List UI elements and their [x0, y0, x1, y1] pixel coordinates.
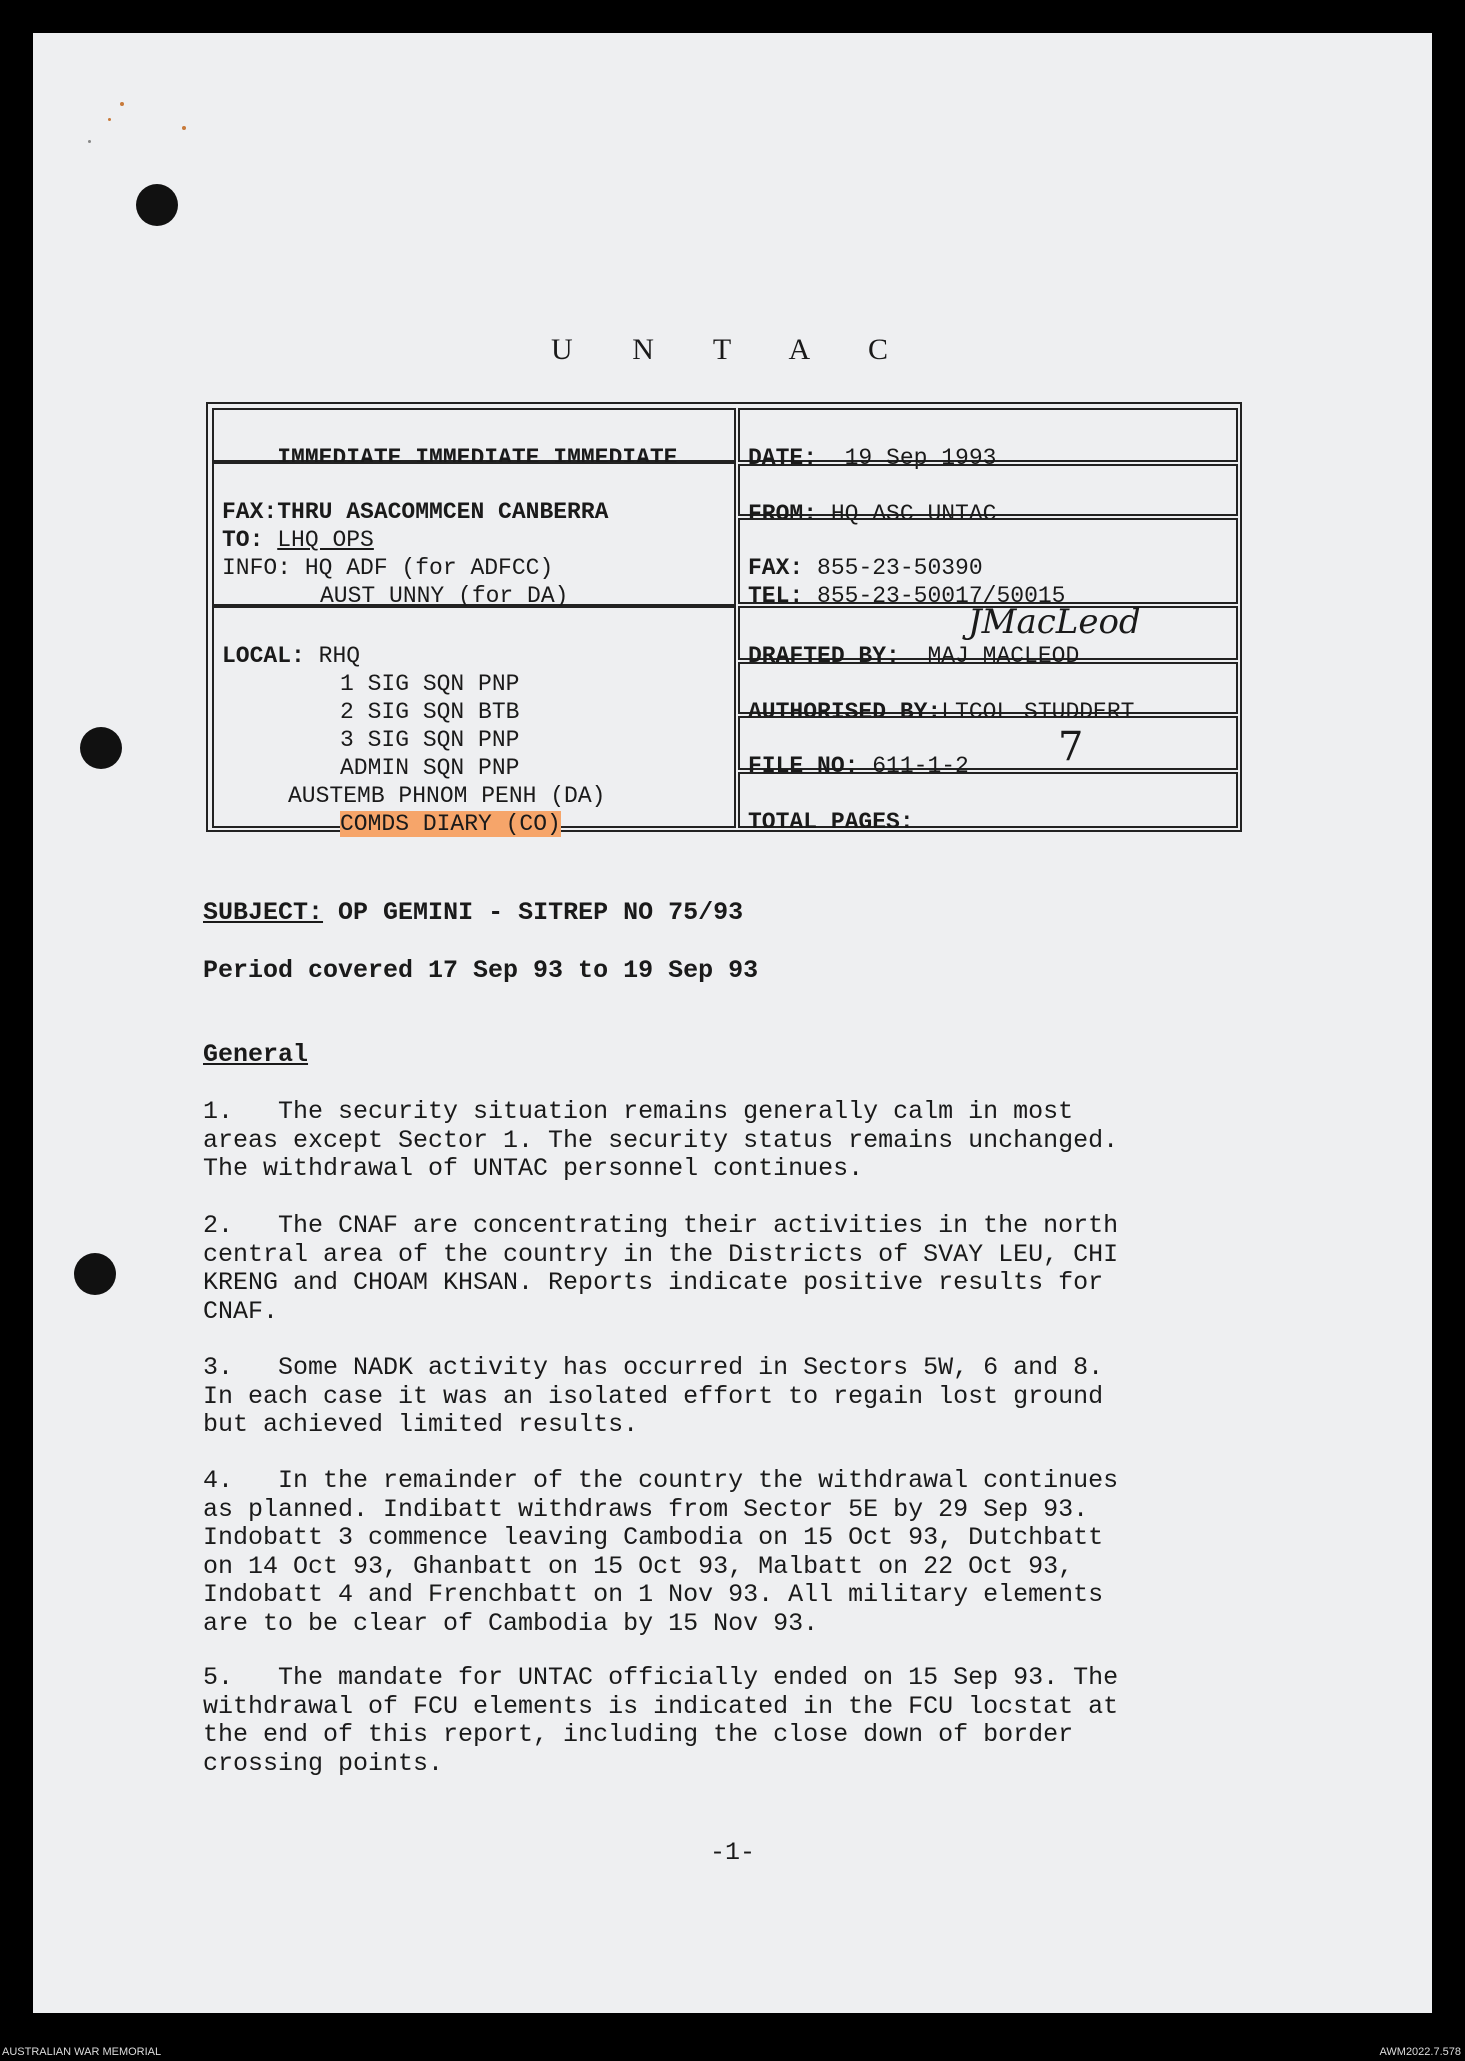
from-label: FROM:	[748, 501, 818, 527]
footer-archive-name: AUSTRALIAN WAR MEMORIAL	[2, 2046, 162, 2058]
file-label: FILE NO:	[748, 753, 859, 779]
info-line-2: AUST UNNY (for DA)	[320, 583, 569, 609]
local-item: 1 SIG SQN PNP	[340, 671, 520, 697]
date-label: DATE:	[748, 445, 818, 471]
fax-label: FAX:	[748, 555, 804, 581]
paragraph-4: 4. In the remainder of the country the withdrawal continues as planned. Indibatt withdraws from Sector 5E by 29 Sep 93. Indobatt 3 commence leaving Cambodia on 15 Oct 93, Dutchbatt on 14 Oct 93, Ghanbatt on 15 Oct 93, Malbatt on 22 Oct 93, Indobatt 4 and Frenchbatt on 1 Nov 93. All military elements are to be clear of Cambodia by 15 Nov 93.	[203, 1466, 1119, 1638]
document-heading: U N T A C	[551, 333, 914, 366]
paragraph-5: 5. The mandate for UNTAC officially ended on 15 Sep 93. The withdrawal of FCU elements is indicated in the FCU locstat at the end of this report, including the close down of border crossing points.	[203, 1663, 1119, 1778]
tel-value: 855-23-50017/50015	[817, 583, 1066, 609]
date-value: 19 Sep 1993	[844, 445, 997, 471]
local-item-highlighted: COMDS DIARY (CO)	[340, 811, 561, 837]
fax-tel-cell	[738, 518, 1238, 609]
from-cell	[738, 464, 1238, 527]
paper-mark	[88, 140, 91, 143]
subject-line	[203, 899, 1263, 928]
paragraph-2: 2. The CNAF are concentrating their activities in the north central area of the country in the Districts of SVAY LEU, CHI KRENG and CHOAM KHSAN. Reports indicate positive results for CNAF.	[203, 1211, 1119, 1326]
local-item: 3 SIG SQN PNP	[340, 727, 520, 753]
drafted-value: MAJ MACLEOD	[927, 643, 1080, 669]
drafted-signature: JMacLeod	[968, 602, 1141, 642]
section-heading: General	[203, 1040, 309, 1069]
authorised-cell	[738, 662, 1238, 725]
local-item: ADMIN SQN PNP	[340, 755, 520, 781]
to-value: LHQ OPS	[277, 527, 374, 553]
precedence-cell	[212, 408, 736, 471]
paper-mark	[108, 118, 111, 121]
fax-thru: FAX:THRU ASACOMMCEN CANBERRA	[222, 499, 609, 525]
punch-hole-middle	[80, 727, 122, 769]
period-covered: Period covered 17 Sep 93 to 19 Sep 93	[203, 956, 759, 985]
local-label: LOCAL:	[222, 643, 305, 669]
paragraph-1: 1. The security situation remains generally calm in most areas except Sector 1. The security status remains unchanged. The withdrawal of UNTAC personnel continues.	[203, 1097, 1119, 1183]
authorised-label: AUTHORISED BY:	[748, 699, 942, 725]
addressee-cell	[212, 462, 736, 609]
message-header-box	[206, 402, 1242, 837]
to-label: TO:	[222, 527, 264, 553]
file-cell	[738, 716, 1238, 779]
date-cell	[738, 408, 1238, 471]
total-pages-cell	[738, 772, 1238, 835]
local-item: RHQ	[318, 643, 361, 669]
paper-mark	[182, 126, 186, 130]
fax-value: 855-23-50390	[817, 555, 983, 581]
total-pages-label: TOTAL PAGES:	[748, 809, 914, 835]
subject-value: OP GEMINI - SITREP NO 75/93	[338, 898, 744, 927]
tel-label: TEL:	[748, 583, 804, 609]
precedence: IMMEDIATE IMMEDIATE IMMEDIATE	[277, 445, 678, 471]
punch-hole-top	[136, 184, 178, 226]
subject-label: SUBJECT:	[203, 898, 324, 927]
authorised-value: LTCOL STUDDERT	[941, 699, 1135, 725]
punch-hole-bottom	[74, 1253, 116, 1295]
file-value: 611-1-2	[872, 753, 969, 779]
footer-item-number: AWM2022.7.578	[1379, 2046, 1461, 2058]
paper-mark	[120, 102, 124, 106]
file-handwritten-number: 7	[1058, 724, 1084, 770]
from-value: HQ ASC UNTAC	[830, 501, 997, 527]
page-number: -1-	[709, 1838, 755, 1867]
drafted-label: DRAFTED BY:	[748, 643, 900, 669]
local-item: 2 SIG SQN BTB	[340, 699, 520, 725]
info-line-1: INFO: HQ ADF (for ADFCC)	[222, 555, 554, 581]
local-distribution-cell	[212, 606, 736, 837]
local-item: AUSTEMB PHNOM PENH (DA)	[288, 783, 606, 809]
paragraph-3: 3. Some NADK activity has occurred in Sectors 5W, 6 and 8. In each case it was an isolated effort to regain lost ground but achieved limited results.	[203, 1353, 1104, 1439]
